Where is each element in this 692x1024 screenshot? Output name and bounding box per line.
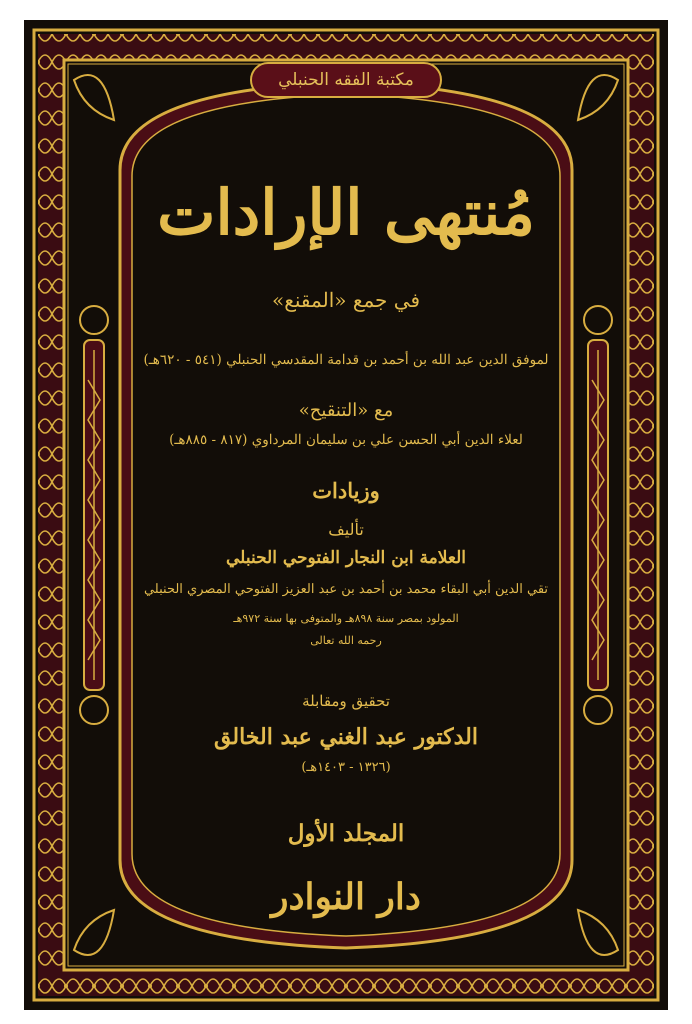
author-tanqih-line: لعلاء الدين أبي الحسن علي بن سليمان المرداوي (٨١٧ - ٨٨٥هـ) xyxy=(169,432,523,448)
volume-label: المجلد الأول xyxy=(287,820,405,847)
subtitle-additions: وزيادات xyxy=(312,478,380,503)
ornamental-frame xyxy=(24,20,668,1010)
editor-name: الدكتور عبد الغني عبد الخالق xyxy=(214,724,478,750)
author-title: العلامة ابن النجار الفتوحي الحنبلي xyxy=(226,548,466,568)
authorship-label: تأليف xyxy=(328,520,364,539)
subtitle-tanqih: مع «التنقيح» xyxy=(298,400,394,421)
publisher-logo: دار النوادر xyxy=(271,876,421,918)
author-full-name: تقي الدين أبي البقاء محمد بن أحمد بن عبد العزيز الفتوحي المصري الحنبلي xyxy=(143,582,549,597)
subtitle-muqni: في جمع «المقنع» xyxy=(272,288,420,312)
publisher-series-badge: مكتبة الفقه الحنبلي xyxy=(250,62,442,98)
book-title: مُنتهى الإرادات xyxy=(157,176,535,249)
editing-label: تحقيق ومقابلة xyxy=(302,692,390,710)
author-prayer: رحمه الله تعالى xyxy=(310,634,382,647)
author-dates: المولود بمصر سنة ٨٩٨هـ والمتوفى بها سنة ٩٧٢هـ xyxy=(233,612,459,625)
book-cover xyxy=(24,20,668,1010)
author-muqni-line: لموفق الدين عبد الله بن أحمد بن قدامة المقدسي الحنبلي (٥٤١ - ٦٢٠هـ) xyxy=(143,352,549,368)
editor-dates: (١٣٢٦ - ١٤٠٣هـ) xyxy=(301,760,391,775)
